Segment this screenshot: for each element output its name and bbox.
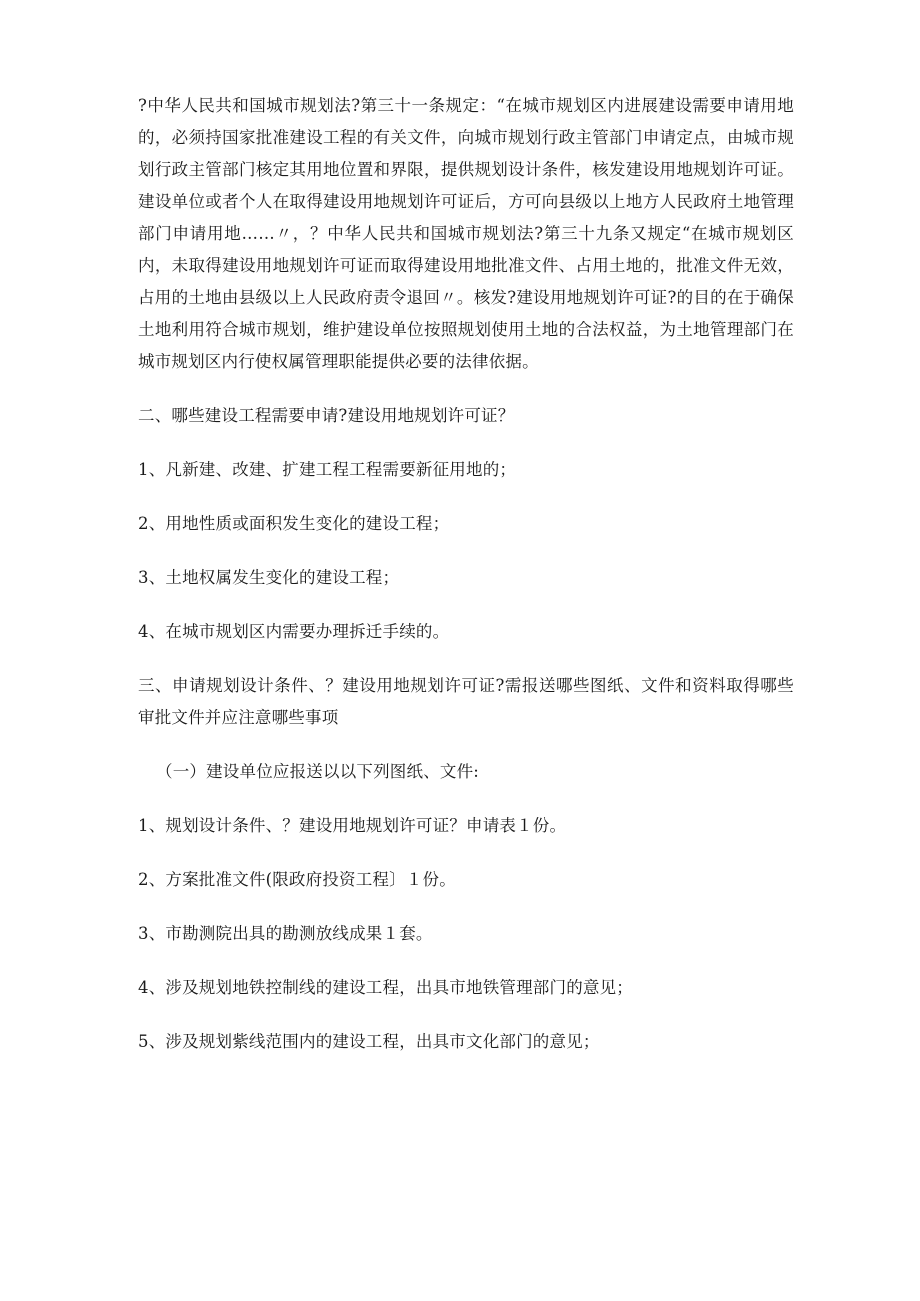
document-page — [138, 90, 794, 1080]
section-3-heading: 三、申请规划设计条件、？建设用地规划许可证?需报送哪些图纸、文件和资料取得哪些审批文件并应注意哪些事项 — [138, 676, 794, 727]
section-3-item-5: 5、涉及规划紫线范围内的建设工程，出具市文化部门的意见； — [138, 1032, 600, 1051]
section-2-item-2: 2、用地性质或面积发生变化的建设工程； — [138, 514, 450, 533]
section-3-item-2: 2、方案批准文件(限政府投资工程〕１份。 — [138, 870, 456, 889]
section-3-sub-heading: （一）建设单位应报送以以下列图纸、文件: — [156, 762, 480, 781]
section-2-item-4: 4、在城市规划区内需要办理拆迁手续的。 — [138, 622, 450, 641]
section-2-item-3: 3、土地权属发生变化的建设工程； — [138, 568, 400, 587]
section-2-heading: 二、哪些建设工程需要申请?建设用地规划许可证？ — [138, 406, 515, 425]
section-3-item-1: 1、规划设计条件、？建设用地规划许可证？申请表１份。 — [138, 816, 567, 835]
intro-paragraph: ?中华人民共和国城市规划法?第三十一条规定：“在城市规划区内进展建设需要申请用地的，必须持国家批准建设工程的有关文件，向城市规划行政主管部门申请定点，由城市规划行政主管部门核定其用地位置和界限，提供规划设计条件，核发建设用地规划许可证。建设单位或者个人在取得建设用地规划许可证后，方可向县级以上地方人民政府土地管理部门申请用地……〃，？中华人民共和国城市规划法?第三十九条又规定“在城市规划区内，未取得建设用地规划许可证而取得建设用地批准文件、占用土地的，批准文件无效，占用的土地由县级以上人民政府责令退回〃。核发?建设用地规划许可证?的目的在于确保土地利用符合城市规划，维护建设单位按照规划使用土地的合法权益，为土地管理部门在城市规划区内行使权属管理职能提供必要的法律依据。 — [138, 96, 794, 371]
section-3-item-4: 4、涉及规划地铁控制线的建设工程，出具市地铁管理部门的意见； — [138, 978, 633, 997]
section-3-item-3: 3、市勘测院出具的勘测放线成果１套。 — [138, 924, 433, 943]
section-2-item-1: 1、凡新建、改建、扩建工程工程需要新征用地的； — [138, 460, 517, 479]
